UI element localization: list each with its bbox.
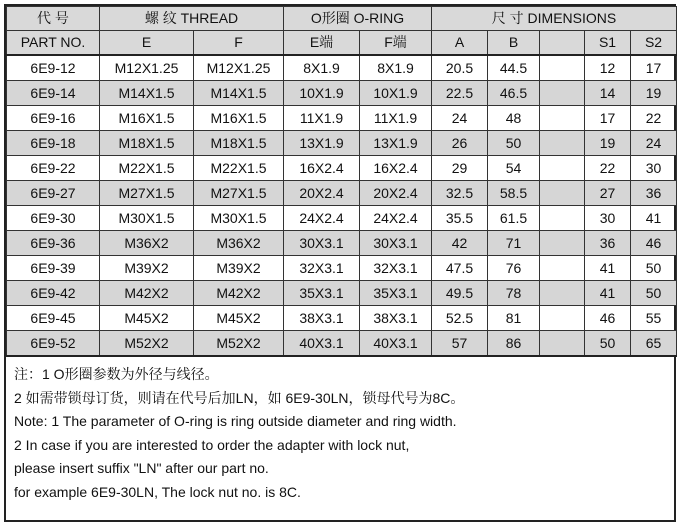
cell-part-no: 6E9-39: [7, 256, 100, 281]
cell-oring-e: 30X3.1: [284, 231, 360, 256]
cell-oring-e: 24X2.4: [284, 206, 360, 231]
cell-f: M45X2: [194, 306, 284, 331]
cell-a: 26: [432, 131, 488, 156]
cell-blank: [540, 131, 585, 156]
cell-a: 35.5: [432, 206, 488, 231]
cell-b: 46.5: [488, 81, 540, 106]
cell-s1: 36: [585, 231, 631, 256]
cell-blank: [540, 256, 585, 281]
cell-f: M22X1.5: [194, 156, 284, 181]
cell-e: M45X2: [100, 306, 194, 331]
cell-oring-e: 10X1.9: [284, 81, 360, 106]
table-row: [7, 55, 677, 81]
cell-e: M52X2: [100, 331, 194, 357]
cell-b: 71: [488, 231, 540, 256]
cell-s2: 41: [631, 206, 677, 231]
cell-s2: 65: [631, 331, 677, 357]
cell-s1: 46: [585, 306, 631, 331]
cell-oring-f: 20X2.4: [360, 181, 432, 206]
cell-oring-f: 11X1.9: [360, 106, 432, 131]
cell-e: M30X1.5: [100, 206, 194, 231]
cell-a: 22.5: [432, 81, 488, 106]
cell-oring-f: 38X3.1: [360, 306, 432, 331]
header-part-no: PART NO.: [7, 31, 100, 56]
cell-oring-e: 40X3.1: [284, 331, 360, 357]
cell-f: M27X1.5: [194, 181, 284, 206]
table-row: [7, 331, 677, 357]
note-cn-2: 2 如需带锁母订货，则请在代号后加LN，如 6E9-30LN，锁母代号为8C。: [14, 389, 465, 406]
cell-e: M18X1.5: [100, 131, 194, 156]
cell-part-no: 6E9-18: [7, 131, 100, 156]
dimensions-table: [6, 6, 677, 357]
cell-part-no: 6E9-45: [7, 306, 100, 331]
cell-s1: 14: [585, 81, 631, 106]
cell-b: 58.5: [488, 181, 540, 206]
table-row: [7, 181, 677, 206]
table-row: [7, 206, 677, 231]
cell-a: 24: [432, 106, 488, 131]
cell-s1: 41: [585, 281, 631, 306]
cell-s2: 55: [631, 306, 677, 331]
notes-section: [6, 357, 674, 504]
cell-blank: [540, 231, 585, 256]
cell-e: M36X2: [100, 231, 194, 256]
cell-s2: 50: [631, 256, 677, 281]
header-code-cn: 代 号: [7, 7, 100, 31]
cell-blank: [540, 206, 585, 231]
cell-blank: [540, 55, 585, 81]
cell-f: M36X2: [194, 231, 284, 256]
cell-b: 76: [488, 256, 540, 281]
cell-a: 29: [432, 156, 488, 181]
cell-s2: 30: [631, 156, 677, 181]
cell-f: M12X1.25: [194, 55, 284, 81]
cell-b: 44.5: [488, 55, 540, 81]
cell-f: M14X1.5: [194, 81, 284, 106]
cell-f: M30X1.5: [194, 206, 284, 231]
cell-oring-e: 32X3.1: [284, 256, 360, 281]
cell-s1: 22: [585, 156, 631, 181]
cell-a: 42: [432, 231, 488, 256]
cell-a: 32.5: [432, 181, 488, 206]
table-row: [7, 281, 677, 306]
cell-s2: 50: [631, 281, 677, 306]
header-s2: S2: [631, 31, 677, 56]
cell-oring-f: 35X3.1: [360, 281, 432, 306]
note-en-1: Note: 1 The parameter of O-ring is ring outside diameter and ring width.: [14, 413, 457, 429]
cell-a: 57: [432, 331, 488, 357]
cell-b: 50: [488, 131, 540, 156]
note-en-4: for example 6E9-30LN, The lock nut no. is 8C.: [14, 483, 301, 500]
spec-sheet: [4, 4, 676, 522]
header-s1: S1: [585, 31, 631, 56]
cell-f: M52X2: [194, 331, 284, 357]
cell-s1: 19: [585, 131, 631, 156]
cell-s2: 22: [631, 106, 677, 131]
cell-e: M12X1.25: [100, 55, 194, 81]
table-row: [7, 131, 677, 156]
cell-a: 52.5: [432, 306, 488, 331]
cell-oring-f: 32X3.1: [360, 256, 432, 281]
table-row: [7, 106, 677, 131]
cell-oring-e: 11X1.9: [284, 106, 360, 131]
table-row: [7, 231, 677, 256]
cell-oring-f: 8X1.9: [360, 55, 432, 81]
cell-b: 86: [488, 331, 540, 357]
cell-s1: 50: [585, 331, 631, 357]
cell-s2: 19: [631, 81, 677, 106]
cell-part-no: 6E9-42: [7, 281, 100, 306]
header-e-end: E端: [284, 31, 360, 56]
cell-a: 49.5: [432, 281, 488, 306]
table-row: [7, 256, 677, 281]
cell-s1: 41: [585, 256, 631, 281]
cell-oring-e: 35X3.1: [284, 281, 360, 306]
cell-oring-f: 13X1.9: [360, 131, 432, 156]
cell-oring-e: 20X2.4: [284, 181, 360, 206]
header-f: F: [194, 31, 284, 56]
header-row-2: [7, 31, 677, 56]
cell-a: 20.5: [432, 55, 488, 81]
header-b: B: [488, 31, 540, 56]
cell-blank: [540, 281, 585, 306]
cell-oring-e: 38X3.1: [284, 306, 360, 331]
note-cn-1: 注：1 O形圈参数为外径与线径。: [14, 366, 219, 382]
cell-part-no: 6E9-52: [7, 331, 100, 357]
cell-blank: [540, 306, 585, 331]
cell-e: M27X1.5: [100, 181, 194, 206]
cell-part-no: 6E9-14: [7, 81, 100, 106]
cell-blank: [540, 181, 585, 206]
cell-s2: 24: [631, 131, 677, 156]
cell-part-no: 6E9-27: [7, 181, 100, 206]
cell-b: 54: [488, 156, 540, 181]
header-e: E: [100, 31, 194, 56]
cell-part-no: 6E9-16: [7, 106, 100, 131]
cell-oring-e: 8X1.9: [284, 55, 360, 81]
cell-part-no: 6E9-30: [7, 206, 100, 231]
note-en-2: 2 In case if you are interested to order the adapter with lock nut,: [14, 436, 410, 453]
cell-a: 47.5: [432, 256, 488, 281]
cell-oring-e: 13X1.9: [284, 131, 360, 156]
note-en-3: please insert suffix "LN" after our part no.: [14, 460, 269, 476]
cell-part-no: 6E9-12: [7, 55, 100, 81]
cell-e: M22X1.5: [100, 156, 194, 181]
cell-oring-f: 16X2.4: [360, 156, 432, 181]
header-thread: 螺 纹 THREAD: [100, 7, 284, 31]
cell-oring-f: 24X2.4: [360, 206, 432, 231]
cell-blank: [540, 331, 585, 357]
cell-f: M16X1.5: [194, 106, 284, 131]
cell-part-no: 6E9-36: [7, 231, 100, 256]
cell-s1: 12: [585, 55, 631, 81]
cell-s1: 17: [585, 106, 631, 131]
cell-s2: 46: [631, 231, 677, 256]
cell-s1: 27: [585, 181, 631, 206]
header-oring: O形圈 O-RING: [284, 7, 432, 31]
cell-oring-f: 30X3.1: [360, 231, 432, 256]
cell-blank: [540, 106, 585, 131]
cell-b: 48: [488, 106, 540, 131]
header-f-end: F端: [360, 31, 432, 56]
header-row-1: [7, 7, 677, 31]
cell-f: M18X1.5: [194, 131, 284, 156]
cell-f: M39X2: [194, 256, 284, 281]
header-blank: [540, 31, 585, 56]
cell-b: 81: [488, 306, 540, 331]
cell-blank: [540, 156, 585, 181]
cell-s1: 30: [585, 206, 631, 231]
table-row: [7, 81, 677, 106]
cell-s2: 36: [631, 181, 677, 206]
cell-blank: [540, 81, 585, 106]
header-dimensions: 尺 寸 DIMENSIONS: [432, 7, 677, 31]
cell-oring-f: 40X3.1: [360, 331, 432, 357]
cell-f: M42X2: [194, 281, 284, 306]
cell-b: 78: [488, 281, 540, 306]
cell-s2: 17: [631, 55, 677, 81]
cell-oring-f: 10X1.9: [360, 81, 432, 106]
header-a: A: [432, 31, 488, 56]
cell-part-no: 6E9-22: [7, 156, 100, 181]
cell-b: 61.5: [488, 206, 540, 231]
cell-e: M16X1.5: [100, 106, 194, 131]
cell-e: M14X1.5: [100, 81, 194, 106]
table-row: [7, 306, 677, 331]
cell-oring-e: 16X2.4: [284, 156, 360, 181]
cell-e: M39X2: [100, 256, 194, 281]
cell-e: M42X2: [100, 281, 194, 306]
table-row: [7, 156, 677, 181]
